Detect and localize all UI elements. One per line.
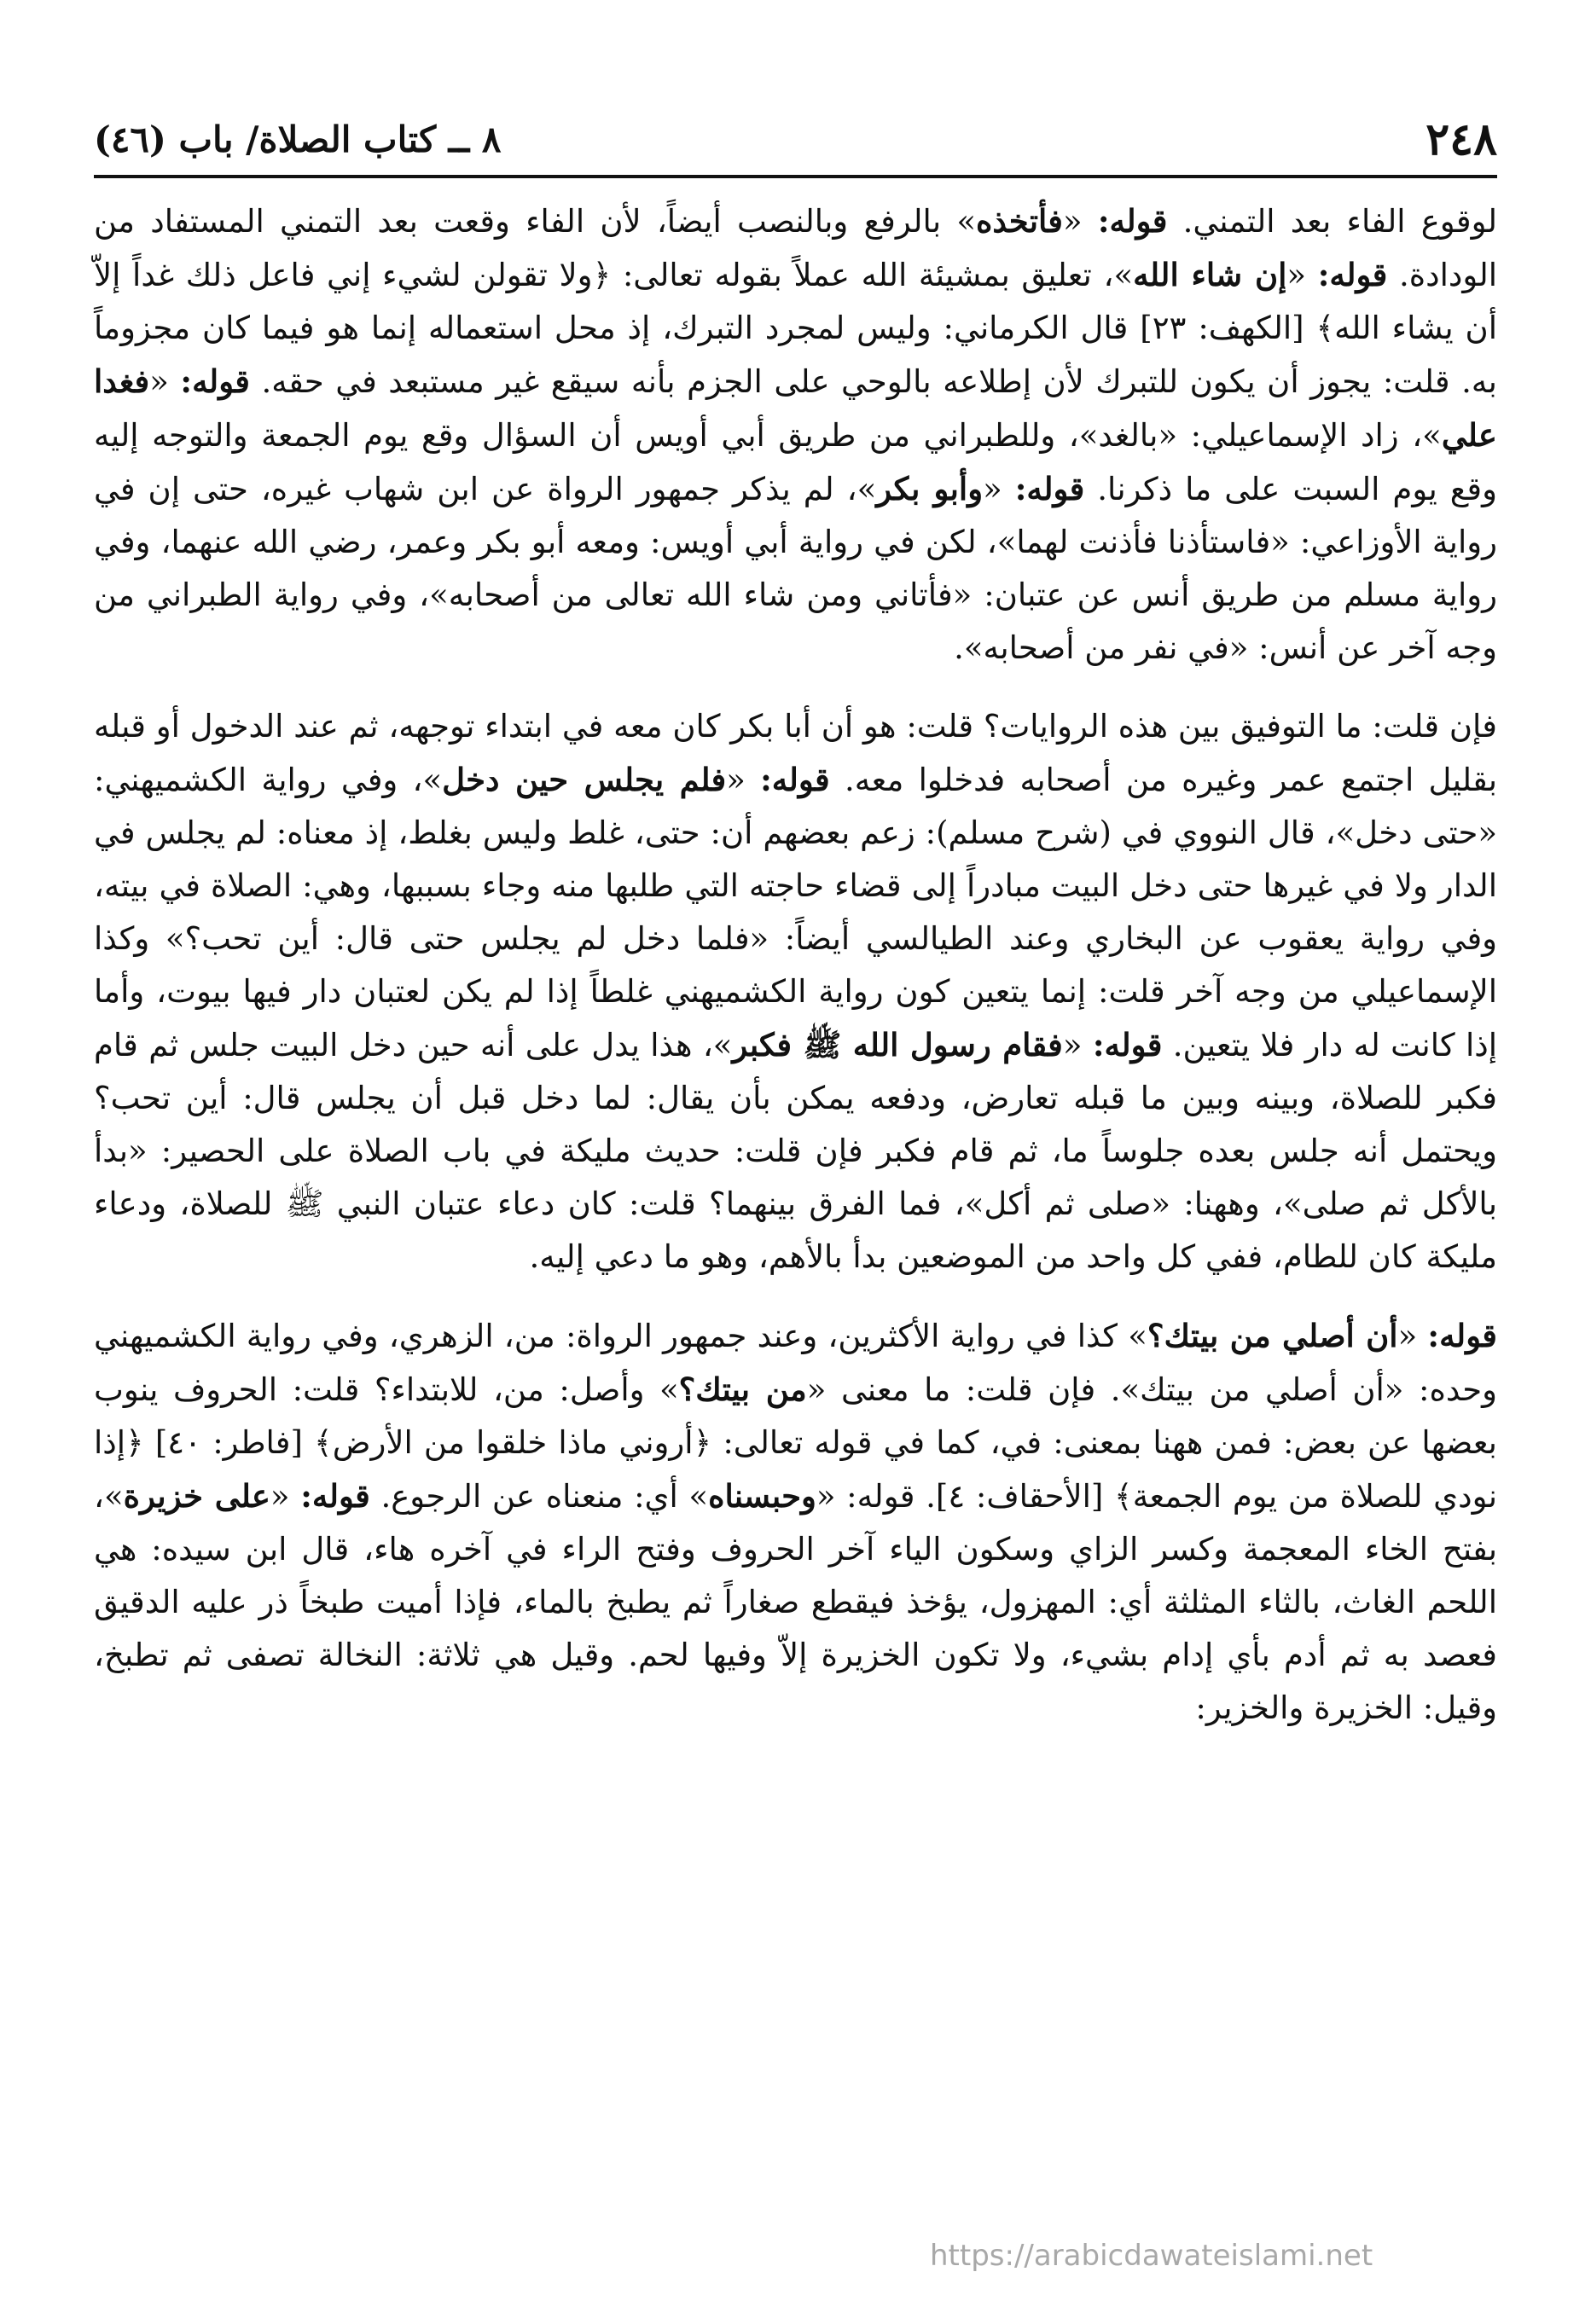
bold-keyword: أن أصلي من بيتك؟ — [1147, 1317, 1398, 1354]
watermark-url: https://arabicdawateislami.net — [930, 2239, 1373, 2273]
bold-keyword: قوله: — [300, 1477, 370, 1515]
header-divider — [94, 175, 1497, 178]
bold-keyword: قوله: — [1097, 202, 1168, 240]
paragraph-1 — [94, 194, 1497, 675]
page-number: ٢٤٨ — [1426, 113, 1497, 165]
text-run: »، بفتح الخاء المعجمة وكسر الزاي وسكون الياء آخر الحروف وفتح الراء في آخره هاء، قال ابن سيده: هي اللحم الغاث، بالثاء المثلثة أي: المهزول، يؤخذ فيقطع صغاراً ثم يطبخ بالماء، فإذا أميت طبخاً ذر عليه الدقيق فعصد به ثم أدم بأي إدام بشيء، ولا تكون الخزيرة إلاّ وفيها لحم. وقيل هي ثلاثة: النخالة تصفى ثم تطبخ، وقيل: الخزيرة والخزير: — [94, 1478, 1497, 1726]
text-run: « — [983, 471, 1015, 507]
bold-keyword: فأتخذه — [976, 202, 1063, 240]
bold-keyword: وأبو بكر — [876, 470, 984, 507]
text-run: »، زاد الإسماعيلي: «بالغد»، وللطبراني من طريق أبي أويس أن السؤال وقع يوم الجمعة والتوجه إليه وقع يوم السبت على ما ذكرنا. — [94, 417, 1497, 507]
commentary-body — [94, 194, 1497, 1760]
text-run: « — [726, 762, 761, 798]
bold-keyword: من بيتك؟ — [678, 1371, 807, 1408]
text-run: « — [149, 363, 181, 400]
text-run: « — [1286, 257, 1318, 293]
text-run: « — [270, 1478, 301, 1515]
bold-keyword: قوله: — [1427, 1317, 1497, 1354]
text-run: » وأصل: من، للابتداء؟ قلت: الحروف ينوب بعضها عن بعض: فمن ههنا بمعنى: في، كما في قوله تعالى: ﴿أروني ماذا خلقوا من الأرض﴾ [فاطر: ٤٠] ﴿إذا نودي للصلاة من يوم الجمعة﴾ [الأحقاف: ٤]. قوله: « — [94, 1371, 1498, 1515]
bold-keyword: قوله: — [1014, 470, 1085, 507]
text-run: لوقوع الفاء بعد التمني. — [1167, 203, 1497, 240]
running-title: ٨ ــ كتاب الصلاة/ باب (٤٦) — [94, 118, 502, 160]
text-run: » كذا في رواية الأكثرين، وعند جمهور الرواة: من، الزهري، وفي رواية الكشميهني وحده: «أن أصلي من بيتك». فإن قلت: ما معنى « — [94, 1318, 1498, 1408]
text-run: فإن قلت: ما التوفيق بين هذه الروايات؟ قلت: هو أن أبا بكر كان معه في ابتداء توجهه، ثم عند الدخول أو قبله بقليل اجتمع عمر وغيره من أصحابه فدخلوا معه. — [94, 708, 1497, 798]
paragraph-3 — [94, 1309, 1497, 1735]
text-run: »، هذا يدل على أنه حين دخل البيت جلس ثم قام فكبر للصلاة، وبينه وبين ما قبله تعارض، ودفعه يمكن بأن يقال: لما دخل قبل أن يجلس قال: أين تحب؟ ويحتمل أنه جلس بعده جلوساً ما، ثم قام فكبر فإن قلت: حديث مليكة في باب الصلاة على الحصير: «بدأ بالأكل ثم صلى»، وههنا: «صلى ثم أكل»، فما الفرق بينهما؟ قلت: كان دعاء عتبان النبي ﷺ للصلاة، ودعاء مليكة كان للطام، ففي كل واحد من الموضعين بدأ بالأهم، وهو ما دعي إليه. — [94, 1027, 1498, 1275]
bold-keyword: وحبسناه — [708, 1477, 816, 1515]
bold-keyword: قوله: — [180, 362, 250, 400]
bold-keyword: إن شاء الله — [1133, 256, 1287, 293]
bold-keyword: على خزيرة — [123, 1477, 270, 1515]
text-run: »، تعليق بمشيئة الله عملاً بقوله تعالى: ﴿ولا تقولن لشيء إني فاعل ذلك غداً إلاّ أن يشاء الله﴾ [الكهف: ٢٣] قال الكرماني: وليس لمجرد التبرك، إذ محل استعماله إنما هو فيما كان مجزوماً به. قلت: يجوز أن يكون للتبرك لأن إطلاعه بالوحي على الجزم بأنه سيقع غير مستبعد في حقه. — [94, 257, 1497, 400]
paragraph-2 — [94, 700, 1497, 1284]
bold-keyword: فقام رسول الله ﷺ فكبر — [732, 1026, 1063, 1063]
bold-keyword: قوله: — [1317, 256, 1388, 293]
bold-keyword: فغدا علي — [94, 362, 1497, 454]
text-run: »، وفي رواية الكشميهني: «حتى دخل»، قال النووي في (شرح مسلم): زعم بعضهم أن: حتى، غلط وليس بغلط، إذ معناه: لم يجلس في الدار ولا في غيرها حتى دخل البيت مبادراً إلى قضاء حاجته التي طلبها منه وجاء بسببها، وهي: الصلاة في بيته، وفي رواية يعقوب عن البخاري وعند الطيالسي أيضاً: «فلما دخل لم يجلس حتى قال: أين تحب؟» وكذا الإسماعيلي من وجه آخر قلت: إنما يتعين كون رواية الكشميهني غلطاً إذا لم يكن لعتبان دار فيها بيوت، وأما إذا كانت له دار فلا يتعين. — [94, 762, 1498, 1063]
text-run: « — [1397, 1318, 1428, 1354]
text-run: « — [1062, 203, 1098, 240]
text-run: »، لم يذكر جمهور الرواة عن ابن شهاب غيره، حتى إن في رواية الأوزاعي: «فاستأذنا فأذنت لهما»، لكن في رواية أبي أويس: ومعه أبو بكر وعمر، رضي الله عنهما، وفي رواية مسلم من طريق أنس عن عتبان: «فأتاني ومن شاء الله تعالى من أصحابه»، وفي رواية الطبراني من وجه آخر عن أنس: «في نفر من أصحابه». — [94, 471, 1497, 666]
bold-keyword: قوله: — [1092, 1026, 1163, 1063]
text-run: » أي: منعناه عن الرجوع. — [369, 1478, 709, 1515]
bold-keyword: قوله: — [760, 761, 830, 798]
bold-keyword: فلم يجلس حين دخل — [442, 761, 727, 798]
page-header — [94, 109, 1497, 169]
text-run: « — [1062, 1027, 1093, 1063]
text-run: » بالرفع وبالنصب أيضاً، لأن الفاء وقعت بعد التمني المستفاد من الودادة. — [94, 203, 1498, 293]
